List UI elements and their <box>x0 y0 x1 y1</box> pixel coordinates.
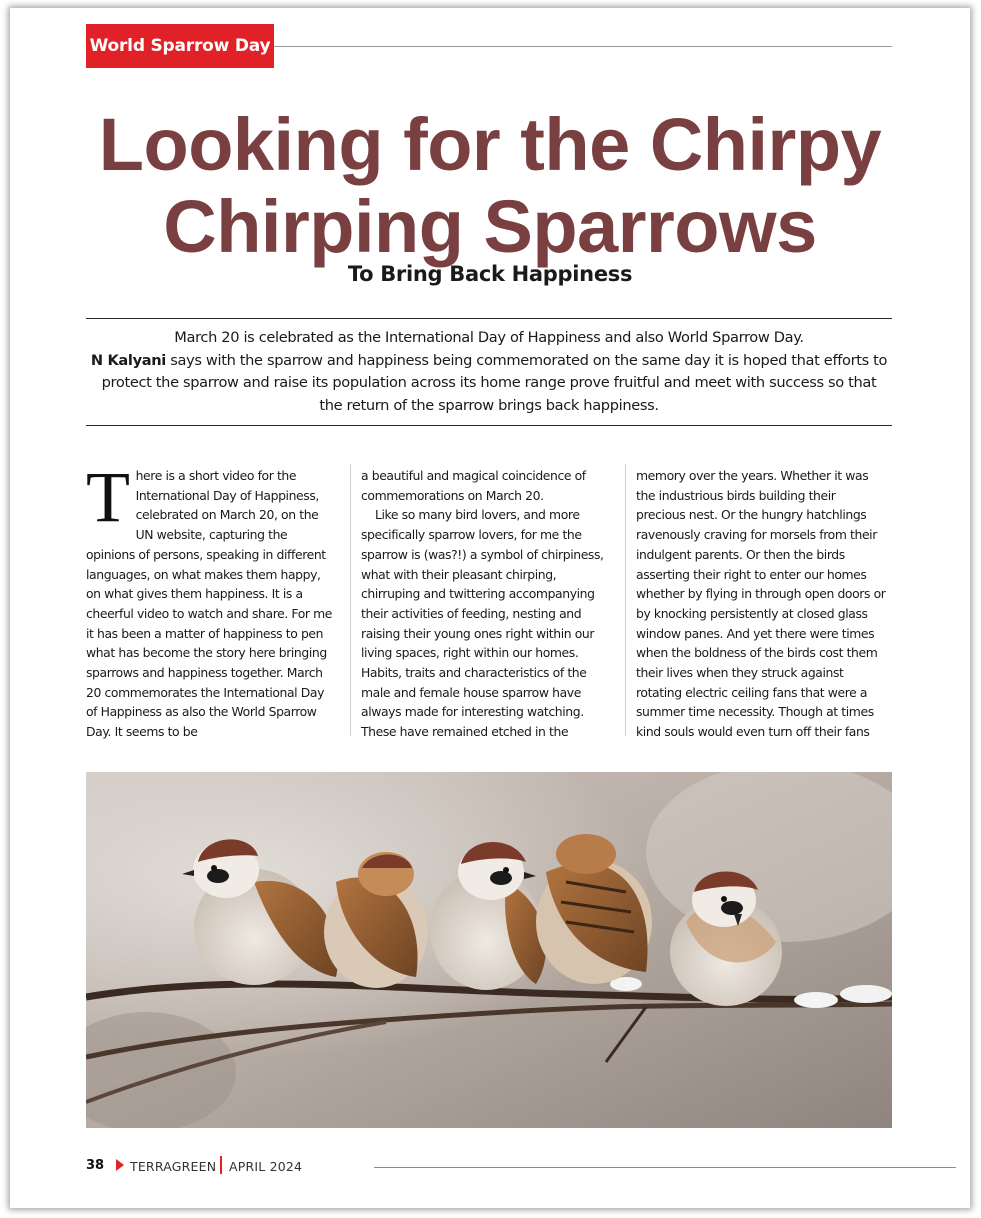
footer-separator <box>220 1156 222 1174</box>
tag-rule <box>274 46 892 47</box>
headline <box>50 104 930 268</box>
body-column-2 <box>361 466 611 742</box>
column-divider <box>625 464 626 736</box>
footer-rule <box>374 1167 956 1168</box>
sparrows-illustration <box>86 772 892 1128</box>
body-paragraph: Like so many bird lovers, and more specifically sparrow lovers, for me the sparrow is (was?!) a symbol of chirpiness, what with their pleasant chirping, chirruping and twittering accompanying their activities of feeding, nesting and raising their young ones right within our living spaces, right within our homes. Habits, traits and characteristics of the male and female house sparrow have always made for interesting watching. These have remained etched in the <box>361 507 604 740</box>
body-column-1 <box>86 457 336 742</box>
publication-name: TERRAGREEN <box>130 1159 217 1174</box>
body-paragraph: a beautiful and magical coincidence of commemorations on March 20. <box>361 468 586 503</box>
drop-cap: T <box>86 457 130 537</box>
column-divider <box>350 464 351 736</box>
standfirst-rest: says with the sparrow and happiness being commemorated on the same day it is hoped that efforts to protect the sparrow and raise its population across its home range prove fruitful and meet with success so that the return of the sparrow brings back happiness. <box>101 351 888 414</box>
page-number: 38 <box>86 1158 105 1173</box>
body-text: here is a short video for the International Day of Happiness, celebrated on March 20, on the UN website, capturing the opinions of persons, speaking in different languages, on what makes them happy, on what gives them happiness. It is a cheerful video to watch and share. For me it has been a matter of happiness to pen what has become the story here bringing sparrows and happiness together. March 20 commemorates the International Day of Happiness as also the World Sparrow Day. It seems to be <box>86 468 333 740</box>
section-tag: World Sparrow Day <box>86 24 274 68</box>
headline-line-2: Chirping Sparrows <box>163 185 817 268</box>
body-paragraph: memory over the years. Whether it was the industrious birds building their precious nest. Or the hungry hatchlings ravenously craving for morsels from their indulgent parents. Or then the birds asserting their right to enter our homes whether by flying in through open doors or by knocking persistently at closed glass window panes. And yet there were times when the boldness of the birds cost them their lives when they struck against rotating electric ceiling fans that were a summer time necessity. Though at times kind souls would even turn off their fans <box>636 468 886 740</box>
footer-arrow-icon <box>116 1159 124 1171</box>
issue-date: APRIL 2024 <box>229 1159 303 1174</box>
magazine-page <box>10 8 970 1208</box>
standfirst-lead: March 20 is celebrated as the International Day of Happiness and also World Sparrow Day. <box>174 329 804 346</box>
subhead: To Bring Back Happiness <box>347 262 633 286</box>
sparrows-photo <box>86 772 892 1128</box>
headline-line-1: Looking for the Chirpy <box>98 103 882 186</box>
standfirst <box>86 318 892 426</box>
body-column-3 <box>636 466 886 742</box>
author-name: N Kalyani <box>90 351 166 369</box>
